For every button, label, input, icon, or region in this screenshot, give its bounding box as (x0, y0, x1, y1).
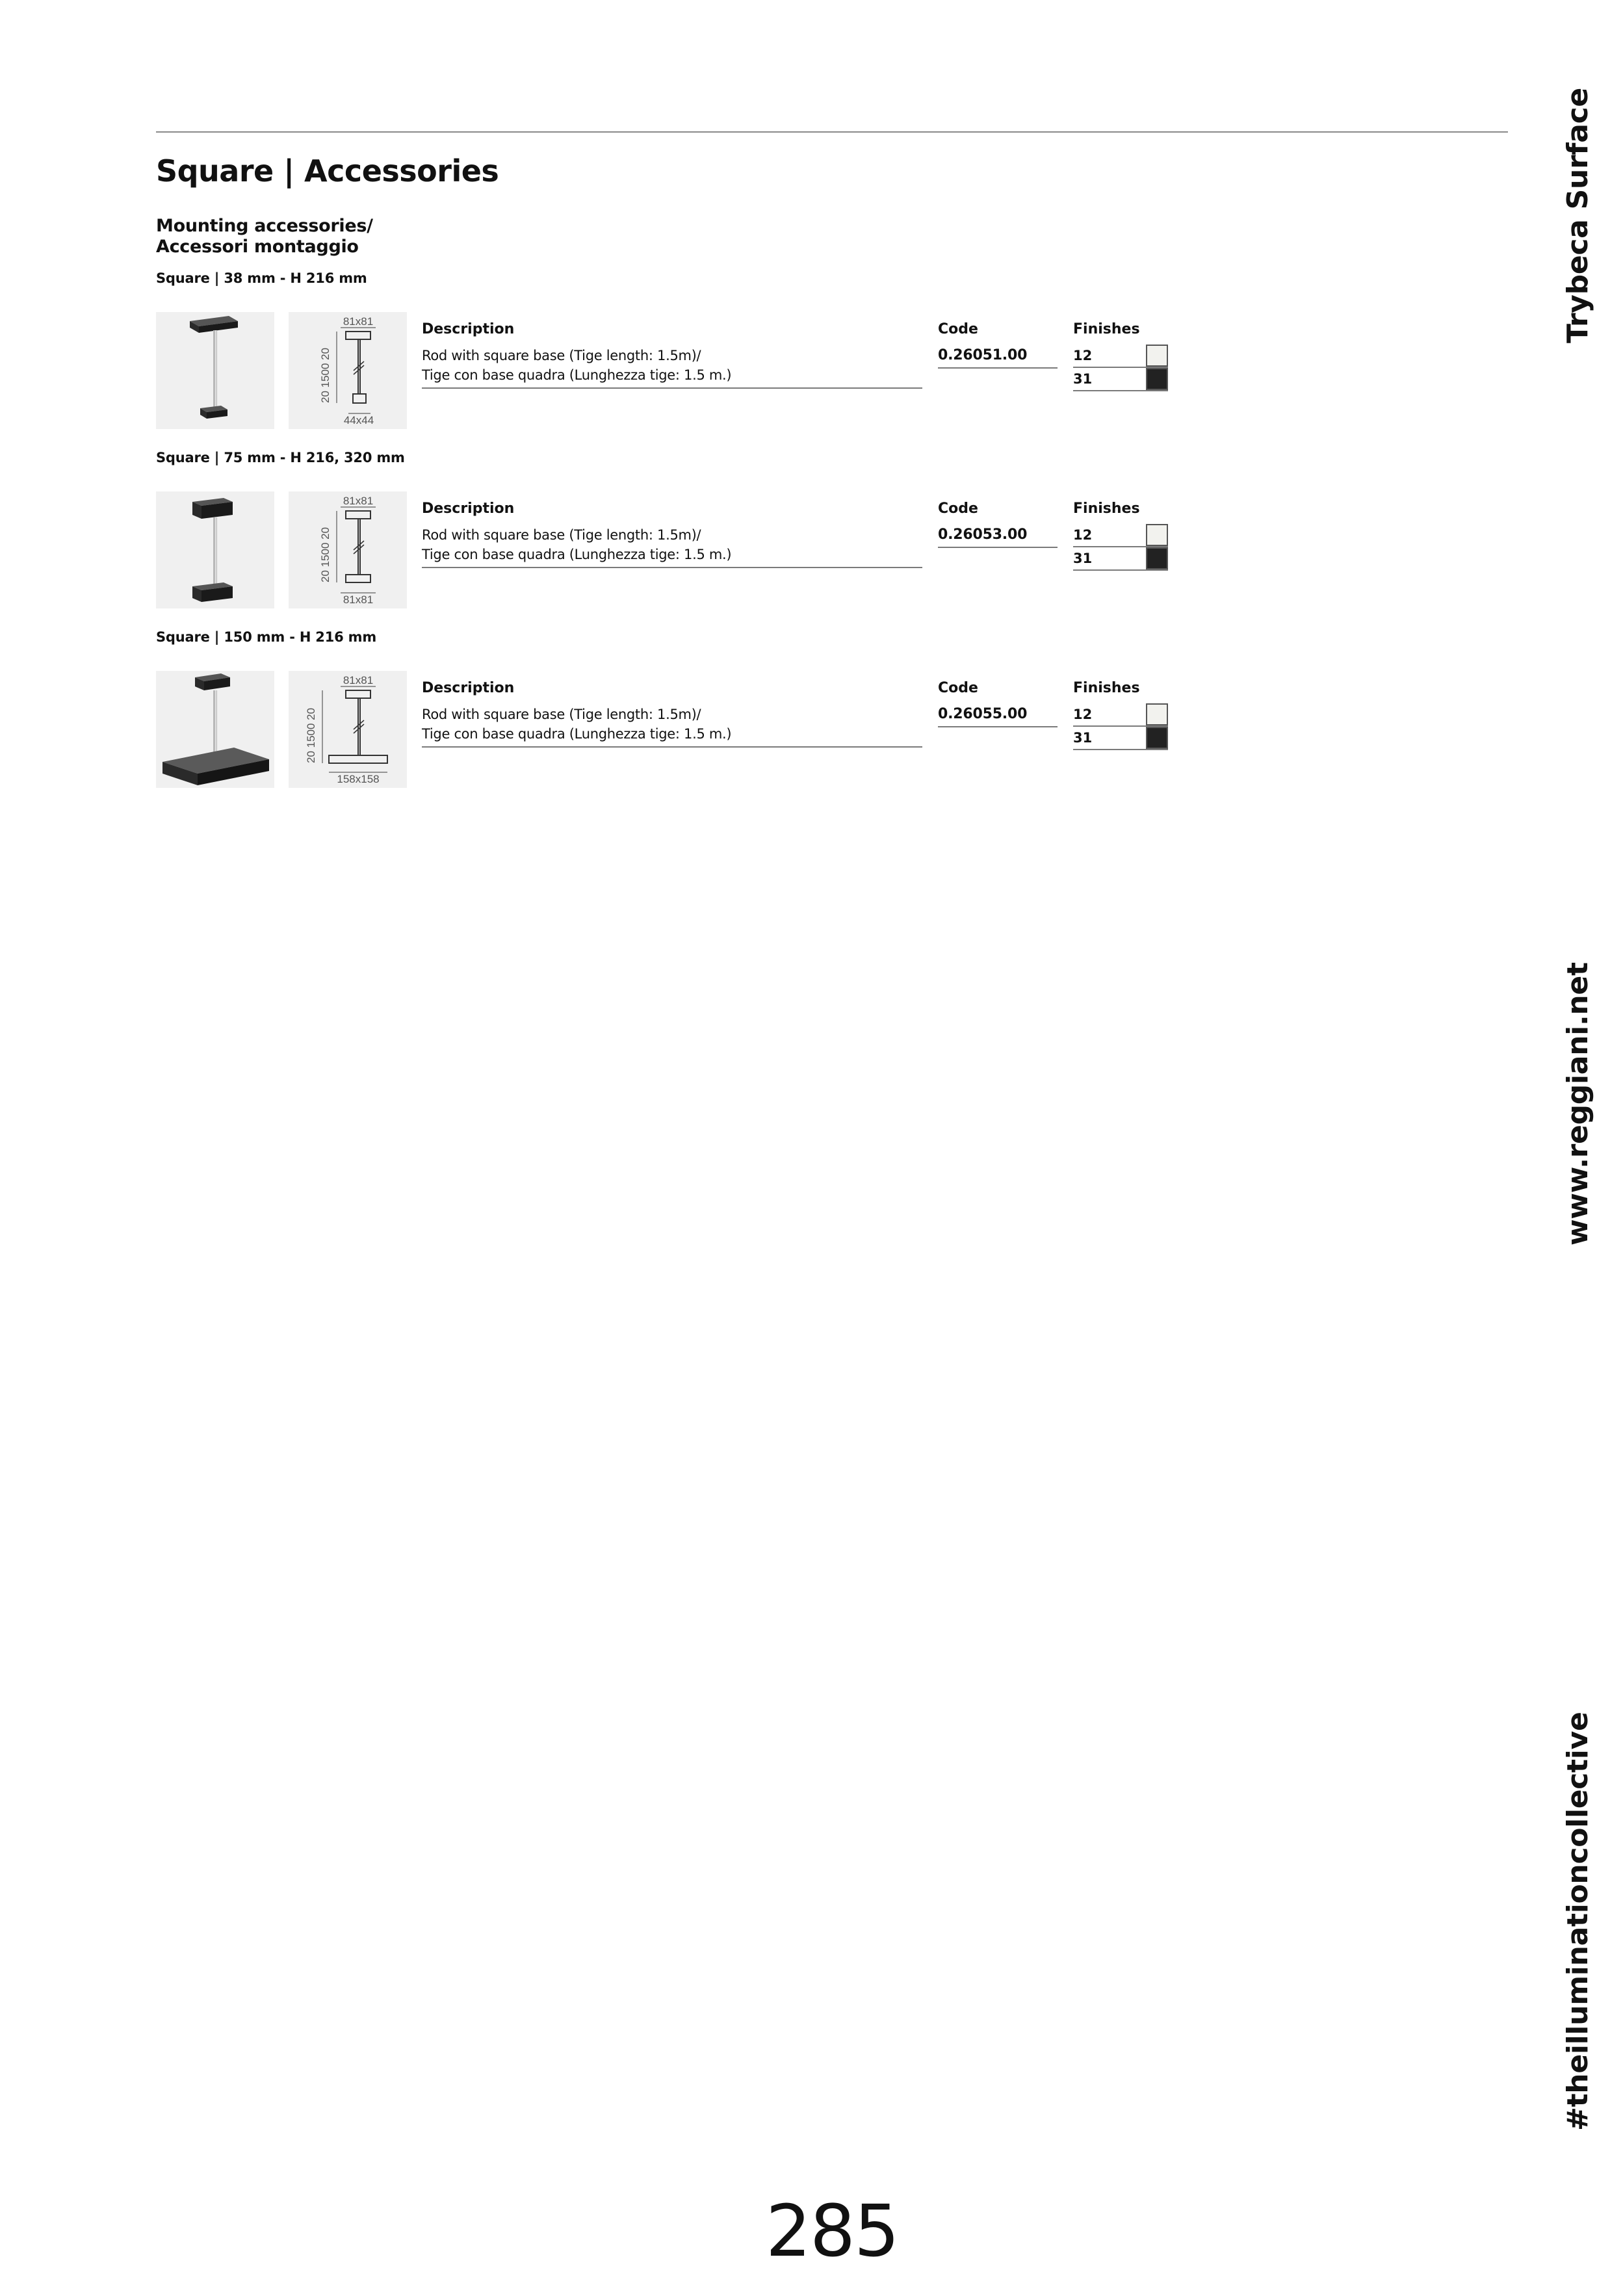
drawing-vertical-dimensions: 20 1500 20 (305, 707, 317, 763)
product-photo-38mm (156, 312, 274, 429)
sidebar-product-name: Trybeca Surface (1561, 88, 1594, 343)
product-code: 0.26055.00 (938, 706, 1058, 727)
finish-code: 31 (1073, 551, 1093, 566)
finishes-header: Finishes (1073, 501, 1140, 517)
code-header: Code (938, 680, 978, 696)
page-number: 285 (766, 2189, 898, 2273)
top-rule (156, 131, 1508, 133)
technical-drawing-150mm (289, 671, 407, 788)
technical-drawing-75mm (289, 491, 407, 608)
finish-row (1073, 368, 1168, 391)
finish-code: 12 (1073, 707, 1093, 722)
finish-swatch-black (1146, 547, 1168, 569)
finish-row (1073, 524, 1168, 547)
code-header: Code (938, 321, 978, 337)
finish-row (1073, 345, 1168, 368)
finish-row (1073, 703, 1168, 727)
description-line-en: Rod with square base (Tige length: 1.5m)/ (422, 348, 701, 363)
drawing-bottom-dimension: 44x44 (343, 414, 374, 426)
description-line-it: Tige con base quadra (Lunghezza tige: 1.5 m.) (422, 726, 732, 742)
drawing-vertical-dimensions: 20 1500 20 (319, 347, 331, 403)
code-header: Code (938, 501, 978, 517)
description-line-en: Rod with square base (Tige length: 1.5m)/ (422, 527, 701, 543)
finish-code: 31 (1073, 371, 1093, 387)
finish-swatch-white (1146, 703, 1168, 725)
finish-swatch-black (1146, 727, 1168, 749)
description-header: Description (422, 321, 515, 337)
product-description (422, 705, 922, 748)
description-line-en: Rod with square base (Tige length: 1.5m)/ (422, 707, 701, 722)
sidebar-website[interactable]: www.reggiani.net (1561, 962, 1594, 1246)
drawing-top-dimension: 81x81 (343, 495, 374, 507)
product-photo-150mm (156, 671, 274, 788)
page-title: Square | Accessories (156, 153, 499, 189)
finish-swatch-white (1146, 345, 1168, 367)
group-label-38mm: Square | 38 mm - H 216 mm (156, 270, 367, 286)
finish-code: 12 (1073, 527, 1093, 543)
finish-code: 12 (1073, 348, 1093, 363)
finish-code: 31 (1073, 730, 1093, 746)
finish-row (1073, 727, 1168, 750)
product-code: 0.26051.00 (938, 347, 1058, 369)
description-line-it: Tige con base quadra (Lunghezza tige: 1.5 m.) (422, 547, 732, 562)
finish-swatch-white (1146, 524, 1168, 546)
finishes-header: Finishes (1073, 680, 1140, 696)
technical-drawing-38mm (289, 312, 407, 429)
description-line-it: Tige con base quadra (Lunghezza tige: 1.5 m.) (422, 367, 732, 383)
product-code: 0.26053.00 (938, 527, 1058, 548)
finish-row (1073, 547, 1168, 571)
section-title-line-2: Accessori montaggio (156, 237, 359, 257)
finishes-header: Finishes (1073, 321, 1140, 337)
drawing-top-dimension: 81x81 (343, 674, 374, 686)
description-header: Description (422, 680, 515, 696)
section-title-line-1: Mounting accessories/ (156, 216, 373, 236)
group-label-150mm: Square | 150 mm - H 216 mm (156, 629, 377, 645)
drawing-bottom-dimension: 158x158 (337, 773, 380, 785)
drawing-bottom-dimension: 81x81 (343, 594, 374, 606)
product-description (422, 346, 922, 389)
description-header: Description (422, 501, 515, 517)
drawing-vertical-dimensions: 20 1500 20 (319, 527, 331, 582)
finish-swatch-black (1146, 368, 1168, 390)
section-title (156, 216, 373, 257)
sidebar-hashtag: #theilluminationcollective (1561, 1712, 1594, 2131)
product-photo-75mm (156, 491, 274, 608)
drawing-top-dimension: 81x81 (343, 315, 374, 328)
group-label-75mm: Square | 75 mm - H 216, 320 mm (156, 450, 405, 465)
product-description (422, 525, 922, 568)
